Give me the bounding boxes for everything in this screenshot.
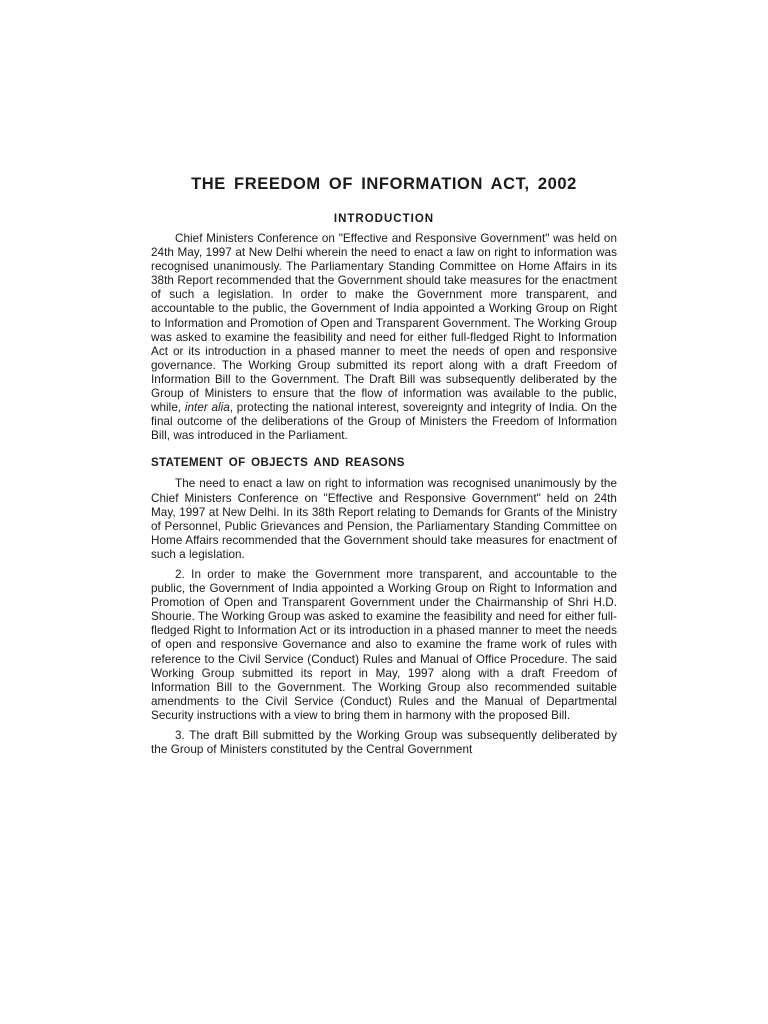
document-title: THE FREEDOM OF INFORMATION ACT, 2002 <box>191 175 577 193</box>
statement-paragraph-3: 3. The draft Bill submitted by the Working Group was subsequently deliberated by the Group of Ministers constituted by the Central Government <box>151 729 617 757</box>
statement-paragraph-1: The need to enact a law on right to information was recognised unanimously by the Chief Ministers Conference on "Effective and Responsive Government" held on 24th May, 1997 at New Delhi. In its 38th Report relating to Demands for Grants of the Ministry of Personnel, Public Grievances and Pension, the Parliamentary Standing Committee on Home Affairs recommended that the Government should take measures for enactment of such a legislation. <box>151 477 617 561</box>
statement-heading: STATEMENT OF OBJECTS AND REASONS <box>151 457 405 470</box>
introduction-italic-phrase: inter alia <box>184 401 230 415</box>
introduction-paragraph <box>151 232 617 443</box>
introduction-heading: INTRODUCTION <box>333 213 435 225</box>
statement-paragraph-2: 2. In order to make the Government more transparent, and accountable to the public, the Government of India appointed a Working Group on Right to Information and Promotion of Open and Transparent Government under the Chairmanship of Shri H.D. Shourie. The Working Group was asked to examine the feasibility and need for either full-fledged Right to Information Act or its introduction in a phased manner to meet the needs of open and responsive Governance and also to examine the frame work of rules with reference to the Civil Service (Conduct) Rules and Manual of Office Procedure. The said Working Group submitted its report in May, 1997 along with a draft Freedom of Information Bill to the Government. The Working Group also recommended suitable amendments to the Civil Service (Conduct) Rules and the Manual of Departmental Security instructions with a view to bring them in harmony with the proposed Bill. <box>151 567 617 722</box>
introduction-text-part-1: Chief Ministers Conference on "Effective and Responsive Government" was held on 24th May, 1997 at New Delhi wherein the need to enact a law on right to information was recognised unanimously. The Parliamentary Standing Committee on Home Affairs in its 38th Report recommended that the Government should take measures for the enactment of such a legislation. In order to make the Government more transparent, and accountable to the public, the Government of India appointed a Working Group on Right to Information and Promotion of Open and Transparent Government. The Working Group was asked to examine the feasibility and need for either full-fledged Right to Information Act or its introduction in a phased manner to meet the needs of open and responsive governance. The Working Group submitted its report along with a draft Freedom of Information Bill to the Government. The Draft Bill was subsequently deliberated by the Group of Ministers to ensure that the flow of information was available to the public, while, <box>151 232 617 415</box>
document-page <box>151 172 617 757</box>
introduction-text-part-2: , protecting the national interest, sovereignty and integrity of India. On the final outcome of the deliberations of the Group of Ministers the Freedom of Information Bill, was introduced in the Parliament. <box>151 401 617 443</box>
